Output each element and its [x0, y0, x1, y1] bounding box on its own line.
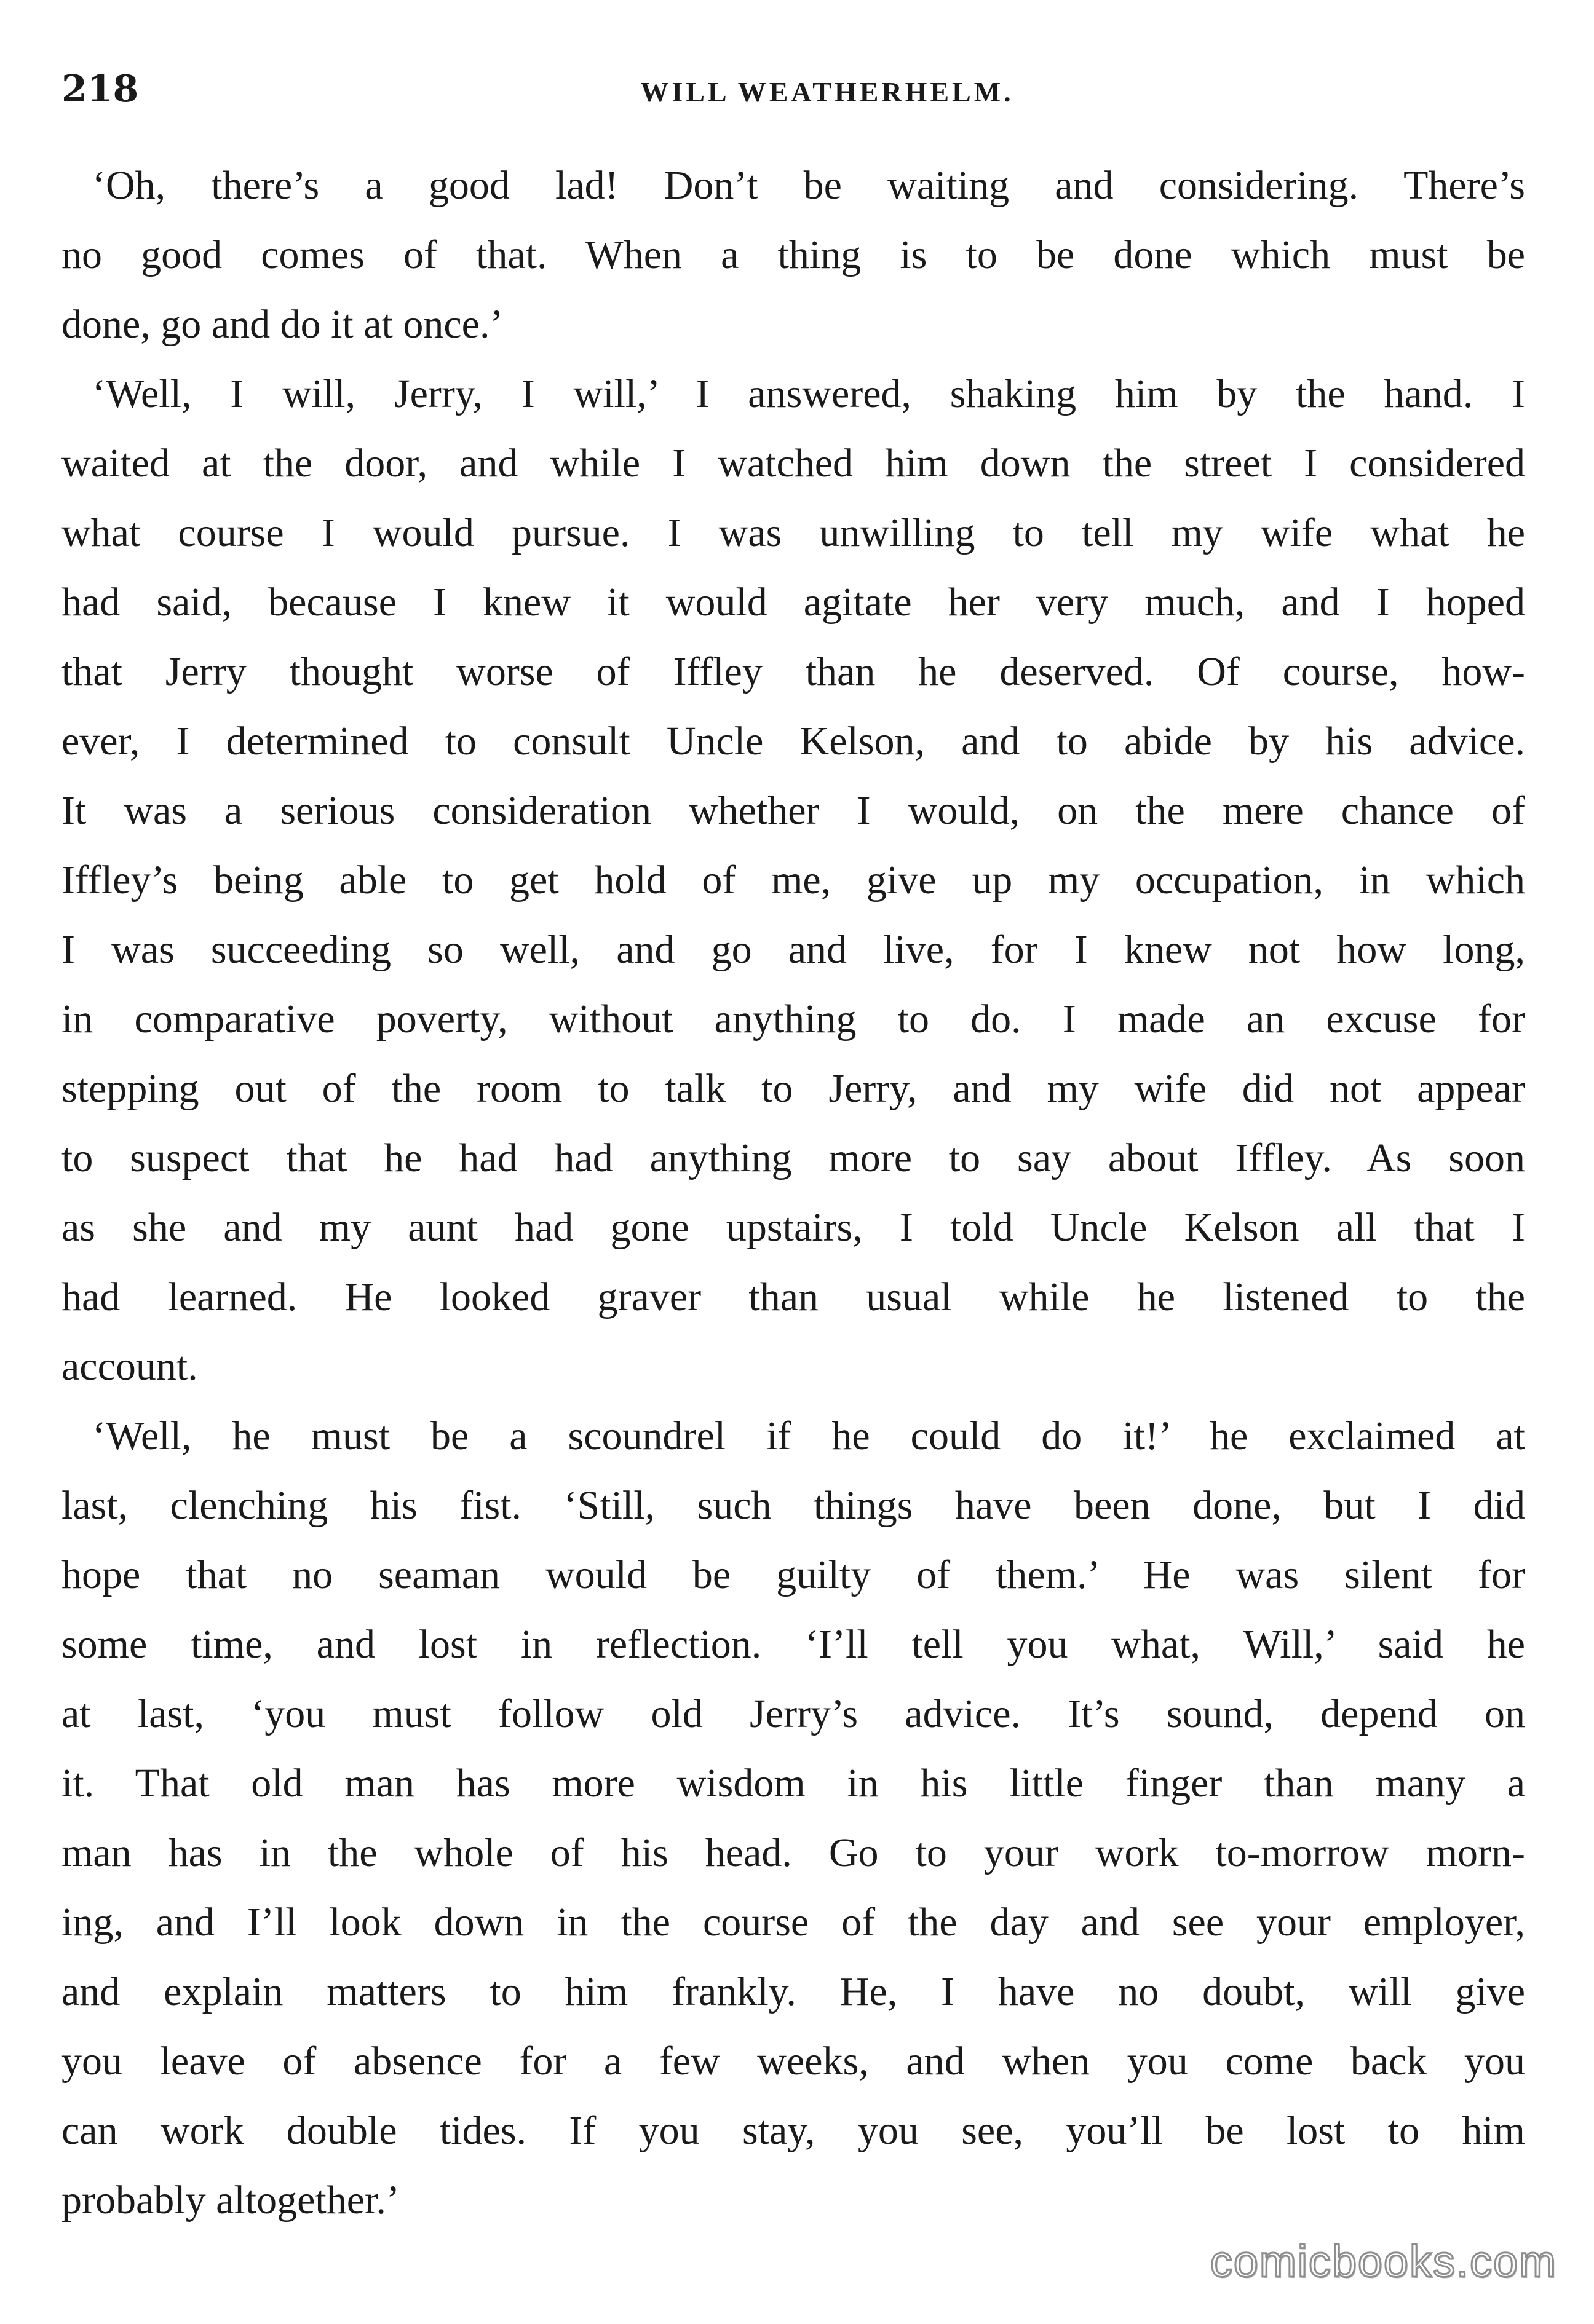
text-line: no good comes of that. When a thing is to be done which must be: [61, 232, 1525, 277]
text-line: I was succeeding so well, and go and live, for I knew not how long,: [61, 927, 1525, 972]
text-line: you leave of absence for a few weeks, and when you come back you: [61, 2039, 1525, 2084]
text-line: done, go and do it at once.’: [61, 302, 504, 347]
text-line: what course I would pursue. I was unwilling to tell my wife what he: [61, 510, 1525, 555]
text-line: ever, I determined to consult Uncle Kelson, and to abide by his advice.: [61, 719, 1525, 764]
text-line: at last, ‘you must follow old Jerry’s advice. It’s sound, depend on: [61, 1691, 1525, 1736]
text-line: last, clenching his fist. ‘Still, such things have been done, but I did: [61, 1483, 1525, 1528]
text-line: some time, and lost in reflection. ‘I’ll tell you what, Will,’ said he: [61, 1622, 1525, 1667]
text-line: ‘Well, I will, Jerry, I will,’ I answered, shaking him by the hand. I: [92, 371, 1525, 416]
text-line: as she and my aunt had gone upstairs, I told Uncle Kelson all that I: [61, 1205, 1525, 1250]
text-line: It was a serious consideration whether I would, on the mere chance of: [61, 788, 1525, 833]
text-line: ‘Oh, there’s a good lad! Don’t be waiting and considering. There’s: [92, 163, 1525, 208]
text-line: hope that no seaman would be guilty of them.’ He was silent for: [61, 1552, 1525, 1597]
text-line: ing, and I’ll look down in the course of the day and see your employer,: [61, 1900, 1525, 1945]
text-line: and explain matters to him frankly. He, I have no doubt, will give: [61, 1969, 1525, 2014]
text-line: probably altogether.’: [61, 2178, 400, 2223]
text-line: in comparative poverty, without anything to do. I made an excuse for: [61, 997, 1525, 1041]
text-line: to suspect that he had had anything more to say about Iffley. As soon: [61, 1136, 1525, 1180]
text-line: account.: [61, 1344, 198, 1389]
text-line: ‘Well, he must be a scoundrel if he could do it!’ he exclaimed at: [92, 1413, 1525, 1458]
text-body: [61, 151, 1525, 2235]
text-line: had said, because I knew it would agitate her very much, and I hoped: [61, 580, 1525, 625]
page-number: 218: [61, 68, 139, 111]
text-line: that Jerry thought worse of Iffley than he deserved. Of course, how-: [61, 649, 1525, 694]
running-head: WILL WEATHERHELM.: [640, 76, 1014, 108]
text-line: had learned. He looked graver than usual while he listened to the: [61, 1275, 1525, 1319]
text-line: man has in the whole of his head. Go to your work to-morrow morn-: [61, 1830, 1525, 1875]
text-line: waited at the door, and while I watched him down the street I considered: [61, 441, 1525, 486]
text-line: can work double tides. If you stay, you see, you’ll be lost to him: [61, 2108, 1525, 2153]
text-line: stepping out of the room to talk to Jerry, and my wife did not appear: [61, 1066, 1525, 1111]
text-line: Iffley’s being able to get hold of me, give up my occupation, in which: [61, 858, 1525, 903]
text-line: it. That old man has more wisdom in his little finger than many a: [61, 1761, 1525, 1806]
watermark-logo: comicbooks.com: [1210, 2237, 1557, 2286]
page-header: [61, 61, 1525, 117]
